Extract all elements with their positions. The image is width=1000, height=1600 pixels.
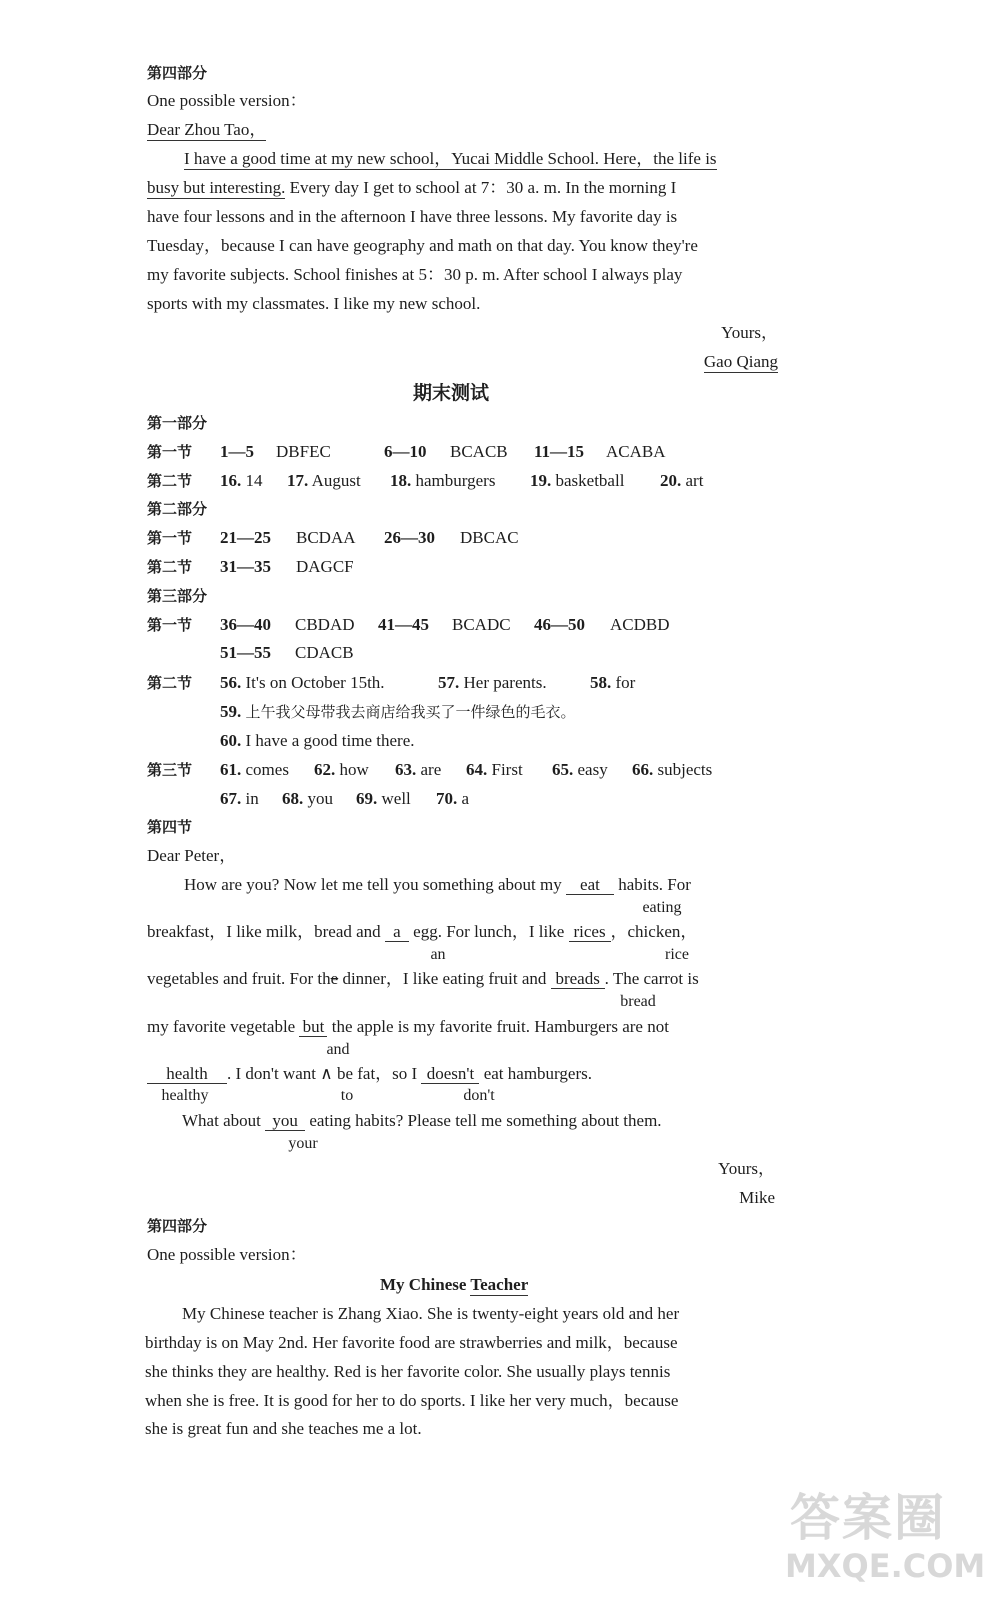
answer-value: subjects [657,760,713,779]
sentence-text: vegetables and fruit. For th [147,969,331,988]
deleted-letter: e [330,969,339,988]
letter-salutation: Dear Peter， [147,846,237,865]
section-label: 第二节 [147,558,193,576]
part-heading: 第一部分 [147,414,208,432]
sentence-text: What about [182,1111,261,1130]
error-word: rices [569,923,611,942]
answer-value: 上午我父母带我去商店给我买了一件绿色的毛衣。 [245,703,576,721]
answer-value: for [615,673,636,692]
essay-line: she is great fun and she teaches me a lot. [145,1419,422,1438]
essay-line: birthday is on May 2nd. Her favorite food are strawberries and milk，because [145,1333,678,1352]
answer-item [356,788,411,810]
section-heading: 第四部分 [147,64,208,82]
answer-range: 31—35 [220,557,271,576]
correction-word: an [430,946,446,963]
question-number: 59. [220,702,242,721]
answer-item [282,788,333,810]
answer-value: hamburgers [415,471,496,490]
sentence-text: eating habits? Please tell me something about them. [309,1111,662,1130]
question-number: 58. [590,673,612,692]
essay-title-underlined: Teacher [470,1275,529,1294]
letter-line [147,1016,669,1038]
section-label: 第一节 [147,529,193,547]
sentence-text: eat hamburgers. [483,1064,592,1083]
salutation-text: Dear Zhou Tao， [147,120,267,139]
underlined-sentence: busy but interesting. [147,178,286,197]
correction-word: eating [642,899,682,916]
error-word: you [265,1112,305,1131]
part-heading: 第三部分 [147,587,208,605]
answer-group [220,441,254,463]
correction-word: and [326,1041,350,1058]
answer-value: ACDBD [610,615,670,634]
letter-line [184,148,717,170]
answer-value: BCDAA [296,528,356,547]
question-number: 57. [438,673,460,692]
error-word: health [147,1065,227,1084]
answer-value: you [307,789,333,808]
answer-range: 11—15 [534,442,585,461]
answer-value: It's on October 15th. [245,673,385,692]
answer-value: ACABA [606,442,666,461]
letter-salutation [147,119,266,141]
answer-value: DBCAC [460,528,519,547]
question-number: 70. [436,789,458,808]
answer-item [390,470,495,492]
section-label: 第二节 [147,674,193,692]
sentence-text: breakfast，I like milk，bread and [147,922,381,941]
letter-line [147,177,676,199]
answer-value: in [245,789,259,808]
answer-range: 46—50 [534,615,585,634]
section-heading: 第四部分 [147,1217,208,1235]
question-number: 66. [632,760,654,779]
insert-caret: ∧ [320,1064,333,1083]
question-number: 62. [314,760,336,779]
answer-range: 1—5 [220,442,254,461]
letter-line [147,968,699,990]
error-word: a [385,923,409,942]
sentence-text: my favorite vegetable [147,1017,296,1036]
essay-line: My Chinese teacher is Zhang Xiao. She is twenty-eight years old and her [182,1304,680,1323]
question-number: 69. [356,789,378,808]
sentence-text: egg. For lunch，I like [413,922,565,941]
letter-closing: Yours， [721,323,778,342]
sentence-text: . The carrot is [604,969,699,988]
error-word: breads [551,970,605,989]
correction-word: bread [620,993,656,1010]
answer-value: 14 [245,471,263,490]
correction-word: to [340,1087,354,1104]
section-label: 第一节 [147,616,193,634]
answer-item [466,759,523,781]
sentence-text: be fat，so I [336,1064,418,1083]
question-number: 68. [282,789,304,808]
answer-item [314,759,369,781]
question-number: 67. [220,789,242,808]
question-number: 63. [395,760,417,779]
essay-title-text: My Chinese [380,1275,471,1294]
question-number: 18. [390,471,412,490]
sentence-text: dinner，I like eating fruit and [338,969,547,988]
question-number: 65. [552,760,574,779]
answer-item [395,759,441,781]
question-number: 16. [220,471,242,490]
section-label: 第二节 [147,472,193,490]
letter-line [184,874,691,896]
answer-value: are [420,760,442,779]
question-number: 20. [660,471,682,490]
letter-line: Tuesday，because I can have geography and math on that day. You know they're [147,236,698,255]
signature-text: Gao Qiang [703,352,778,371]
answer-item [436,788,469,810]
answer-item [220,470,263,492]
essay-line: she thinks they are healthy. Red is her favorite color. She usually plays tennis [145,1362,671,1381]
question-number: 17. [287,471,309,490]
answer-item [220,701,576,723]
answer-value: well [381,789,411,808]
correction-word: don't [463,1087,495,1104]
answer-range: 36—40 [220,615,271,634]
question-number: 60. [220,731,242,750]
intro-text: One possible version： [147,1245,307,1264]
answer-item [530,470,624,492]
answer-value: art [685,471,704,490]
letter-line [147,921,697,943]
answer-item [552,759,608,781]
question-number: 61. [220,760,242,779]
answer-value: CDACB [295,643,354,662]
letter-line [147,1063,592,1085]
answer-value: a [461,789,470,808]
error-word: but [299,1018,327,1037]
underlined-sentence: I have a good time at my new school，Yucai Middle School. Here，the life is [184,149,717,168]
answer-item [220,672,385,694]
page-title: 期末测试 [413,382,490,404]
question-number: 19. [530,471,552,490]
answer-item [590,672,635,694]
sentence-text: How are you? Now let me tell you something about my [184,875,562,894]
part-heading: 第二部分 [147,500,208,518]
sentence-text: habits. For [618,875,691,894]
answer-value: DBFEC [276,442,331,461]
answer-item [660,470,703,492]
watermark-site: MXQE.COM [785,1547,986,1585]
letter-line: have four lessons and in the afternoon I have three lessons. My favorite day is [147,207,678,226]
section-label: 第三节 [147,761,193,779]
letter-signature: Mike [739,1188,775,1207]
answer-range: 6—10 [384,442,427,461]
sentence-text: Every day I get to school at 7：30 a. m. In the morning I [285,178,677,197]
error-word: doesn't [421,1065,479,1084]
answer-item [220,788,259,810]
question-number: 56. [220,673,242,692]
letter-signature [600,351,778,373]
answer-value: BCACB [450,442,508,461]
sentence-text: ，chicken， [610,922,698,941]
answer-item [632,759,712,781]
essay-line: when she is free. It is good for her to do sports. I like her very much，because [145,1391,679,1410]
correction-word: healthy [161,1087,209,1104]
answer-item [287,470,361,492]
watermark-logo: 答案圈 [790,1489,946,1547]
sentence-text: the apple is my favorite fruit. Hamburgers are not [331,1017,669,1036]
answer-item [438,672,547,694]
letter-closing: Yours， [718,1159,775,1178]
section-label: 第四节 [147,818,193,836]
letter-line: sports with my classmates. I like my new school. [147,294,481,313]
answer-value: basketball [555,471,625,490]
answer-range: 21—25 [220,528,271,547]
answer-item [220,759,289,781]
answer-value: August [311,471,361,490]
answer-value: I have a good time there. [245,731,415,750]
answer-range: 26—30 [384,528,435,547]
answer-value: First [491,760,523,779]
answer-value: how [339,760,369,779]
answer-value: BCADC [452,615,511,634]
answer-item [220,730,415,752]
answer-range: 51—55 [220,643,271,662]
letter-line: my favorite subjects. School finishes at 5：30 p. m. After school I always play [147,265,683,284]
correction-word: rice [665,946,689,963]
answer-value: DAGCF [296,557,354,576]
sentence-text: . I don't want [227,1064,316,1083]
answer-value: comes [245,760,289,779]
answer-value: Her parents. [463,673,547,692]
correction-word: your [288,1135,318,1152]
intro-text: One possible version： [147,91,307,110]
letter-line [182,1110,662,1132]
error-word: eat [566,876,614,895]
answer-value: CBDAD [295,615,355,634]
section-label: 第一节 [147,443,193,461]
question-number: 64. [466,760,488,779]
essay-title [380,1274,528,1296]
answer-value: easy [577,760,608,779]
answer-range: 41—45 [378,615,429,634]
